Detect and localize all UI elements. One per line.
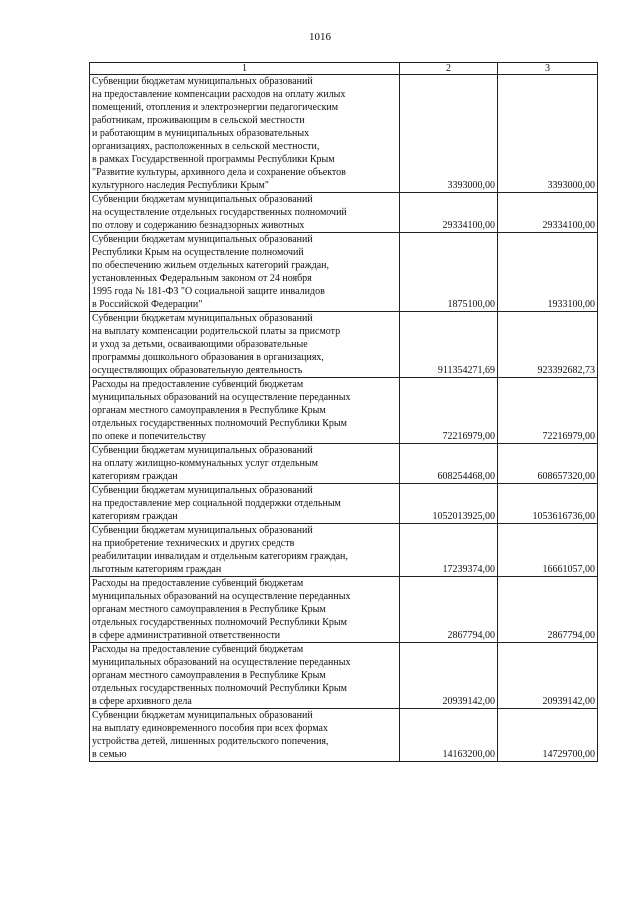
row-description: Расходы на предоставление субвенций бюджетам муниципальных образований на осуществление переданных органам местного самоуправления в Республике Крым отдельных государственных полномочий Республики Крым по опеке и попечительству [90,378,400,444]
row-description: Расходы на предоставление субвенций бюджетам муниципальных образований на осуществление переданных органам местного самоуправления в Республике Крым отдельных государственных полномочий Республики Крым в сфере административной ответственности [90,577,400,643]
row-value-col2: 17239374,00 [400,524,498,577]
row-value-col3: 14729700,00 [498,709,598,762]
table-row [90,709,598,762]
row-description: Субвенции бюджетам муниципальных образований на предоставление компенсации расходов на оплату жилых помещений, отопления и электроэнергии педагогическим работникам, проживающим в сельской местности и работающим в муниципальных образовательных организациях, расположенных в сельской местности, в рамках Государственной программы Республики Крым "Развитие культуры, архивного дела и сохранение объектов культурного наследия Республики Крым" [90,75,400,193]
row-description: Субвенции бюджетам муниципальных образований на оплату жилищно-коммунальных услуг отдельным категориям граждан [90,444,400,484]
budget-table [89,62,598,762]
row-description: Субвенции бюджетам муниципальных образований на приобретение технических и других средств реабилитации инвалидам и отдельным категориям граждан, льготным категориям граждан [90,524,400,577]
row-description: Расходы на предоставление субвенций бюджетам муниципальных образований на осуществление переданных органам местного самоуправления в Республике Крым отдельных государственных полномочий Республики Крым в сфере архивного дела [90,643,400,709]
row-value-col3: 29334100,00 [498,193,598,233]
row-description: Субвенции бюджетам муниципальных образований Республики Крым на осуществление полномочий по обеспечению жильем отдельных категорий граждан, установленных Федеральным законом от 24 ноября 1995 года № 181-ФЗ "О социальной защите инвалидов в Российской Федерации" [90,233,400,312]
header-col-1: 1 [90,63,400,75]
row-value-col2: 3393000,00 [400,75,498,193]
row-value-col3: 3393000,00 [498,75,598,193]
row-value-col2: 14163200,00 [400,709,498,762]
table-row [90,75,598,193]
table-row [90,193,598,233]
row-value-col2: 29334100,00 [400,193,498,233]
header-col-3: 3 [498,63,598,75]
row-value-col3: 608657320,00 [498,444,598,484]
row-value-col2: 608254468,00 [400,444,498,484]
table-row [90,577,598,643]
page-number: 1016 [309,31,331,43]
row-value-col3: 2867794,00 [498,577,598,643]
row-value-col2: 1052013925,00 [400,484,498,524]
row-value-col2: 2867794,00 [400,577,498,643]
row-value-col3: 72216979,00 [498,378,598,444]
row-value-col2: 20939142,00 [400,643,498,709]
row-value-col2: 911354271,69 [400,312,498,378]
table-row [90,484,598,524]
row-description: Субвенции бюджетам муниципальных образований на осуществление отдельных государственных полномочий по отлову и содержанию безнадзорных животных [90,193,400,233]
table-row [90,524,598,577]
row-description: Субвенции бюджетам муниципальных образований на выплату компенсации родительской платы за присмотр и уход за детьми, осваивающими образовательные программы дошкольного образования в организациях, осуществляющих образовательную деятельность [90,312,400,378]
row-value-col3: 20939142,00 [498,643,598,709]
row-value-col3: 16661057,00 [498,524,598,577]
row-description: Субвенции бюджетам муниципальных образований на предоставление мер социальной поддержки отдельным категориям граждан [90,484,400,524]
row-value-col2: 1875100,00 [400,233,498,312]
row-value-col3: 1053616736,00 [498,484,598,524]
row-description: Субвенции бюджетам муниципальных образований на выплату единовременного пособия при всех формах устройства детей, лишенных родительского попечения, в семью [90,709,400,762]
table-row [90,643,598,709]
table-row [90,444,598,484]
row-value-col3: 1933100,00 [498,233,598,312]
table-row [90,233,598,312]
header-row [90,63,598,75]
row-value-col2: 72216979,00 [400,378,498,444]
table-row [90,378,598,444]
row-value-col3: 923392682,73 [498,312,598,378]
table-row [90,312,598,378]
header-col-2: 2 [400,63,498,75]
